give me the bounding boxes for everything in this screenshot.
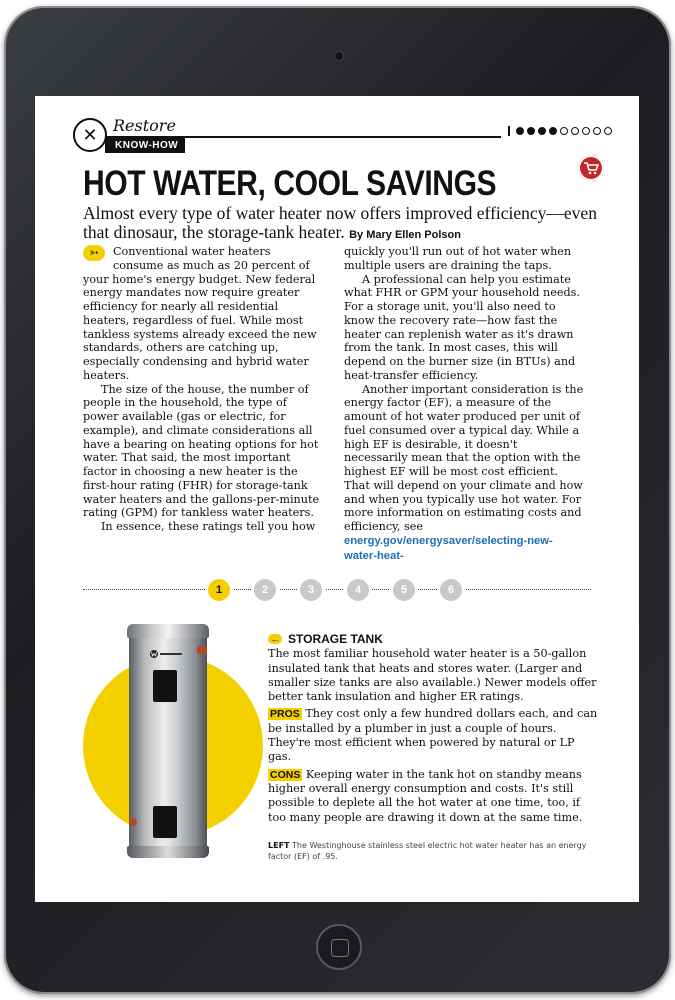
step-5-button[interactable]: 5: [393, 579, 415, 601]
article-deck: [83, 204, 603, 245]
cons-text: Keeping water in the tank hot on standby means higher overall energy consumption and costs. It's still possible to deplete all the hot water at one time, too, if too many people are drawing it down at the same time.: [268, 767, 583, 824]
step-4-button[interactable]: 4: [347, 579, 369, 601]
shopping-cart-icon[interactable]: [578, 155, 604, 181]
paragraph: A professional can help you estimate what FHR or GPM your household needs. For a storage unit, you'll also need to know the recovery rate—how fast the heater can replenish water as it's drawn from the tank. In most cases, this will depend on the burner size (in BTUs) and heat-transfer efficiency.: [344, 272, 580, 382]
paragraph: The size of the house, the number of people in the household, the type of power available (gas or electric, for example), and climate considerations all have a bearing on heating options for hot water. That said, the most important factor in choosing a new heater is the first-hour rating (FHR) for storage-tank water heaters and the gallons-per-minute rating (GPM) for tankless water heaters.: [83, 382, 320, 520]
upper-access-panel: [153, 670, 177, 702]
step-6-button[interactable]: 6: [440, 579, 462, 601]
paragraph: quickly you'll run out of hot water when multiple users are draining the taps.: [344, 245, 572, 272]
page-dot[interactable]: [571, 127, 579, 135]
page-dot[interactable]: [538, 127, 546, 135]
page-header: [35, 96, 639, 156]
home-button[interactable]: [316, 924, 362, 970]
step-2-button[interactable]: 2: [254, 579, 276, 601]
deck-text: Almost every type of water heater now offers improved efficiency—even that dinosaur, the storage-tank heater.: [83, 203, 597, 242]
stepper-line: [83, 589, 591, 590]
page-dot[interactable]: [593, 127, 601, 135]
page-dot[interactable]: [604, 127, 612, 135]
water-heater-image: [127, 624, 209, 858]
magazine-page: [35, 96, 639, 902]
cons-paragraph: [268, 768, 598, 825]
article-column-2: [344, 245, 584, 563]
section-label: Restore: [113, 116, 176, 135]
page-dot[interactable]: [516, 127, 524, 135]
drain-valve-icon: [129, 818, 137, 826]
section-intro: The most familiar household water heater is a 50-gallon insulated tank that heats and stores water. (Larger and smaller size tanks are also available.) Newer models offer better tank insulation and higher ER ratings.: [268, 647, 597, 704]
article-column-1: [83, 245, 323, 534]
page-dot[interactable]: [549, 127, 557, 135]
paragraph: [83, 245, 323, 383]
image-caption: [268, 840, 598, 862]
page-indicator-bar: [508, 126, 510, 136]
cons-tag: CONS: [270, 768, 301, 781]
pros-tag: PROS: [270, 708, 300, 721]
paragraph-text: Another important consideration is the energy factor (EF), a measure of the amount of hot water produced per unit of fuel consumed over a typical day. While a high EF is desirable, it doesn't necessarily mean that the option with the highest EF will be most cost efficient. That will depend on your climate and how and when you typically use hot water. For more information on estimating costs and efficiency, see: [344, 382, 584, 533]
cart-glyph-icon: [584, 162, 599, 175]
westinghouse-logo: [149, 646, 185, 656]
pros-text: They cost only a few hundred dollars each, and can be installed by a plumber in just a couple of hours. They're most efficient when powered by natural or LP gas.: [268, 707, 598, 764]
byline: By Mary Ellen Polson: [349, 229, 461, 241]
arrow-icon: ➳: [83, 245, 105, 261]
valve-icon: [197, 646, 207, 654]
caption-text: The Westinghouse stainless steel electric hot water heater has an energy factor (EF) of .95.: [268, 841, 587, 861]
page-dot[interactable]: [582, 127, 590, 135]
heater-top: [127, 624, 209, 638]
camera-icon: [335, 52, 343, 60]
logo-glyph: ✕: [82, 124, 98, 146]
subsection-label: KNOW-HOW: [105, 138, 185, 153]
left-arrow-icon: ←: [268, 634, 282, 644]
heater-base: [127, 846, 209, 858]
pros-paragraph: [268, 707, 598, 764]
page-dot[interactable]: [527, 127, 535, 135]
tools-logo-icon: [73, 118, 107, 152]
article-title: HOT WATER, COOL SAVINGS: [83, 164, 497, 203]
lower-access-panel: [153, 806, 177, 838]
storage-tank-section: [268, 632, 598, 828]
paragraph: In essence, these ratings tell you how: [101, 520, 316, 533]
step-1-button[interactable]: 1: [208, 579, 230, 601]
page-dot[interactable]: [560, 127, 568, 135]
step-3-button[interactable]: 3: [300, 579, 322, 601]
energy-gov-link[interactable]: energy.gov/energysaver/selecting-new-water-heat-: [344, 534, 553, 562]
section-heading: [268, 632, 598, 646]
paragraph-text: Conventional water heaters consume as much as 20 percent of your home's energy budget. New federal energy mandates now require greater efficiency for nearly all residential heaters, regardless of fuel. While most tankless systems already exceed the new standards, others are catching up, especially condensing and hybrid water heaters.: [83, 245, 317, 382]
section-heading-text: STORAGE TANK: [288, 632, 383, 646]
paragraph: [344, 383, 584, 564]
page-indicator[interactable]: [508, 126, 612, 136]
caption-label: LEFT: [268, 841, 290, 850]
slide-stepper: [83, 574, 591, 604]
